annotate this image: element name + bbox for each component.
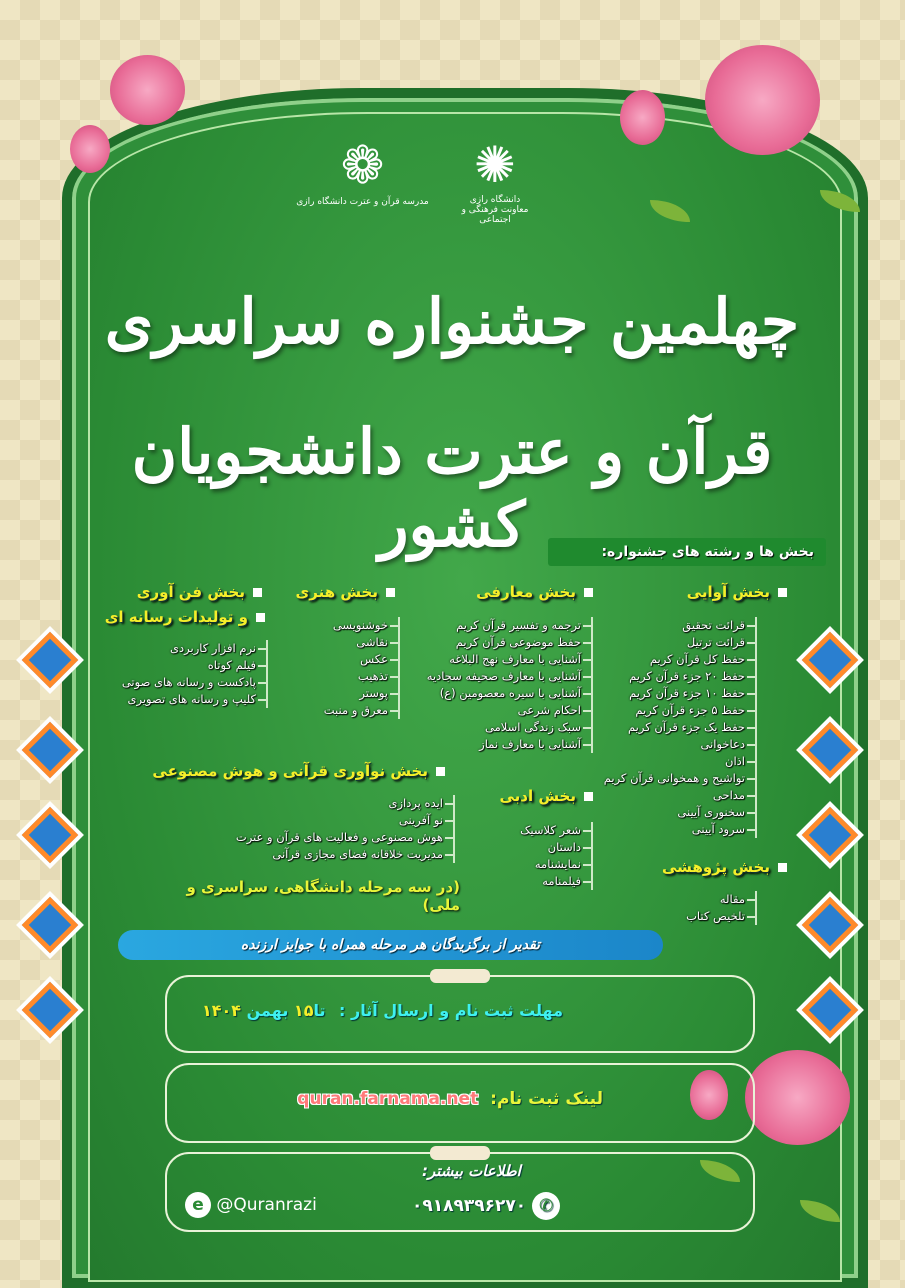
list-item: سخنوری آیینی — [604, 804, 745, 821]
list-item: هوش مصنوعی و فعالیت های قرآن و عترت — [235, 830, 443, 844]
phone-number[interactable]: ۰۹۱۸۹۳۹۶۲۷۰ — [412, 1196, 527, 1216]
deadline-row — [202, 1001, 563, 1020]
list-item: فیلم کوتاه — [122, 657, 256, 674]
social-row — [185, 1192, 317, 1218]
sections-heading: بخش ها و رشته های جشنواره: — [548, 538, 826, 566]
registration-box — [165, 1063, 755, 1143]
list-item: پادکست و رسانه های صوتی — [121, 675, 256, 689]
prize-banner: تقدیر از برگزیدگان هر مرحله همراه با جوایز ارزنده — [118, 930, 663, 960]
list-item: نمایشنامه — [520, 856, 581, 873]
list-item: تلخیص کتاب — [686, 909, 745, 923]
list-item: نو آفرینی — [236, 812, 443, 829]
list-item: شعر کلاسیک — [520, 823, 581, 837]
section-title-honari: بخش هنری — [296, 583, 395, 601]
list-item: مداحی — [604, 787, 745, 804]
list-fanavari — [122, 640, 268, 708]
deadline-month: بهمن — [246, 1001, 289, 1020]
list-item: آشنایی با معارف نماز — [427, 736, 581, 753]
rose-decoration — [70, 125, 110, 173]
rose-decoration — [620, 90, 665, 145]
section-title-pajoheshi: بخش پژوهشی — [662, 858, 787, 876]
list-item: حفظ کل قرآن کریم — [604, 651, 745, 668]
list-item: کلیپ و رسانه های تصویری — [122, 691, 256, 708]
lotus-emblem-icon: ❁ — [340, 136, 385, 196]
quran-school-logo — [295, 135, 430, 207]
list-pajoheshi — [686, 891, 757, 925]
section-title-avayi: بخش آوایی — [687, 583, 787, 601]
list-item: تواشیح و همخوانی قرآن کریم — [603, 771, 745, 785]
list-adabi — [520, 822, 593, 890]
list-item: حفظ موضوعی قرآن کریم — [427, 634, 581, 651]
contact-label: اطلاعات بیشتر: — [422, 1162, 521, 1180]
list-maarefi — [427, 617, 593, 753]
registration-label: لینک ثبت نام: — [490, 1089, 603, 1109]
rose-decoration — [110, 55, 185, 125]
deadline-day: ۱۵ — [293, 1001, 314, 1020]
phone-row — [412, 1192, 560, 1220]
list-item: آشنایی با معارف صحیفه سجادیه — [426, 669, 581, 683]
list-item: مدیریت خلاقانه فضای مجازی قرآنی — [236, 846, 443, 863]
list-item: اذان — [604, 753, 745, 770]
rose-decoration — [705, 45, 820, 155]
logo-caption: دانشگاه رازی — [469, 195, 521, 205]
stages-note: (در سه مرحله دانشگاهی، سراسری و ملی) — [186, 878, 460, 914]
deadline-box — [165, 975, 755, 1053]
list-item: ایده پردازی — [236, 795, 443, 812]
section-title-adabi: بخش ادبی — [499, 787, 593, 805]
phone-icon: ✆ — [532, 1192, 560, 1220]
title-line-2: قرآن و عترت دانشجویان کشور — [131, 415, 773, 561]
list-item: قرائت تحقیق — [604, 617, 745, 634]
eitaa-icon: e — [185, 1192, 211, 1218]
list-item: قرائت ترتیل — [604, 634, 745, 651]
list-item: احکام شرعی — [427, 702, 581, 719]
list-item: حفظ ۱۰ جزء قرآن کریم — [604, 685, 745, 702]
list-item: حفظ ۲۰ جزء قرآن کریم — [604, 668, 745, 685]
section-title-fanavari: بخش فن آوری — [137, 583, 262, 601]
list-item: ترجمه و تفسیر قرآن کریم — [427, 617, 581, 634]
list-item: آشنایی با معارف نهج البلاغه — [427, 651, 581, 668]
list-item: معرق و منبت — [323, 703, 388, 717]
list-item: آشنایی با سیره معصومین (ع) — [427, 685, 581, 702]
section-title-noavari: بخش نوآوری قرآنی و هوش مصنوعی — [152, 762, 445, 780]
title-line-1: چهلمین جشنواره سراسری — [104, 285, 800, 358]
list-item: عکس — [324, 651, 388, 668]
logo-caption: مدرسه قرآن و عترت دانشگاه رازی — [296, 197, 429, 207]
list-item: پوستر — [324, 685, 388, 702]
deadline-year: ۱۴۰۴ — [202, 1001, 242, 1020]
star-emblem-icon: ✺ — [474, 136, 516, 194]
contact-box — [165, 1152, 755, 1232]
list-item: نرم افزار کاربردی — [122, 640, 256, 657]
registration-row — [297, 1089, 603, 1109]
list-item: حفظ یک جزء قرآن کریم — [604, 719, 745, 736]
deadline-label: مهلت ثبت نام و ارسال آثار : — [339, 1001, 563, 1020]
list-item: دعاخوانی — [604, 736, 745, 753]
list-item: حفظ ۵ جزء قرآن کریم — [604, 702, 745, 719]
razi-university-logo — [445, 135, 545, 225]
social-handle[interactable]: @Quranrazi — [216, 1195, 317, 1215]
section-title-maarefi: بخش معارفی — [476, 583, 593, 601]
list-item: سرود آیینی — [604, 821, 745, 838]
list-item: سبک زندگی اسلامی — [427, 719, 581, 736]
list-item: تذهیب — [324, 668, 388, 685]
list-item: فیلمنامه — [520, 873, 581, 890]
list-item: خوشنویسی — [324, 617, 388, 634]
rose-decoration — [745, 1050, 850, 1145]
list-item: داستان — [520, 839, 581, 856]
list-item: نقاشی — [324, 634, 388, 651]
logo-caption: معاونت فرهنگی و اجتماعی — [461, 205, 529, 225]
list-noavari — [236, 795, 455, 863]
registration-link[interactable]: quran.farnama.net — [297, 1089, 479, 1109]
list-item: مقاله — [686, 891, 745, 908]
list-honari — [324, 617, 400, 719]
section-title-fanavari-2: و تولیدات رسانه ای — [105, 608, 265, 626]
deadline-prefix: تا — [313, 1001, 326, 1020]
list-avayi — [604, 617, 757, 838]
